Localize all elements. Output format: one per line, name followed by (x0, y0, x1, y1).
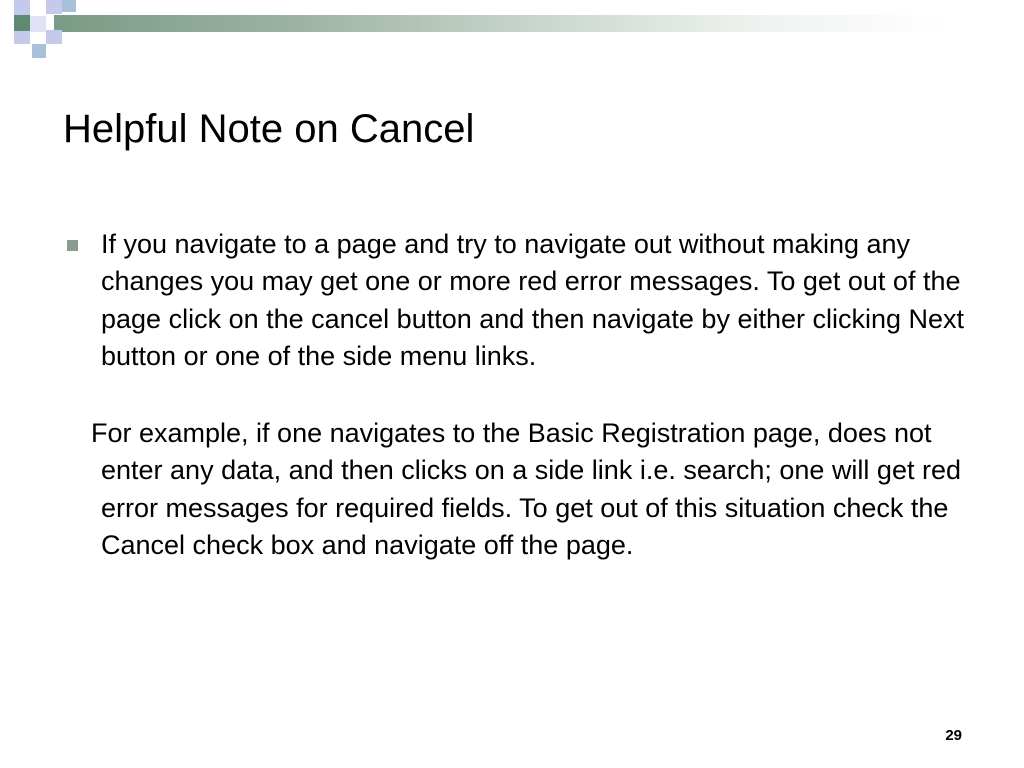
decor-square (14, 0, 30, 16)
decor-square (32, 44, 46, 58)
decor-square (62, 0, 76, 12)
header-gradient-bar (54, 15, 1024, 32)
example-paragraph: For example, if one navigates to the Basic Registration page, does not enter any data, and then clicks on a side link i.e. search; one will get red error messages for required fields. To get out of this situation check the Cancel check box and navigate off the page. (91, 418, 961, 561)
decor-square (30, 16, 46, 32)
square-bullet-icon (67, 240, 78, 251)
decor-square (46, 0, 62, 14)
bullet-text: If you navigate to a page and try to navigate out without making any changes you may get one or more red error messages. To get out of the page click on the cancel button and then navigate by either clicking Next button or one of the side menu links. (101, 229, 965, 371)
slide-body (64, 226, 976, 591)
slide-title: Helpful Note on Cancel (63, 107, 475, 151)
decor-square (46, 30, 62, 44)
bullet-item (64, 226, 976, 375)
page-number: 29 (945, 727, 962, 744)
decor-square (14, 30, 30, 44)
decor-square (14, 15, 30, 31)
